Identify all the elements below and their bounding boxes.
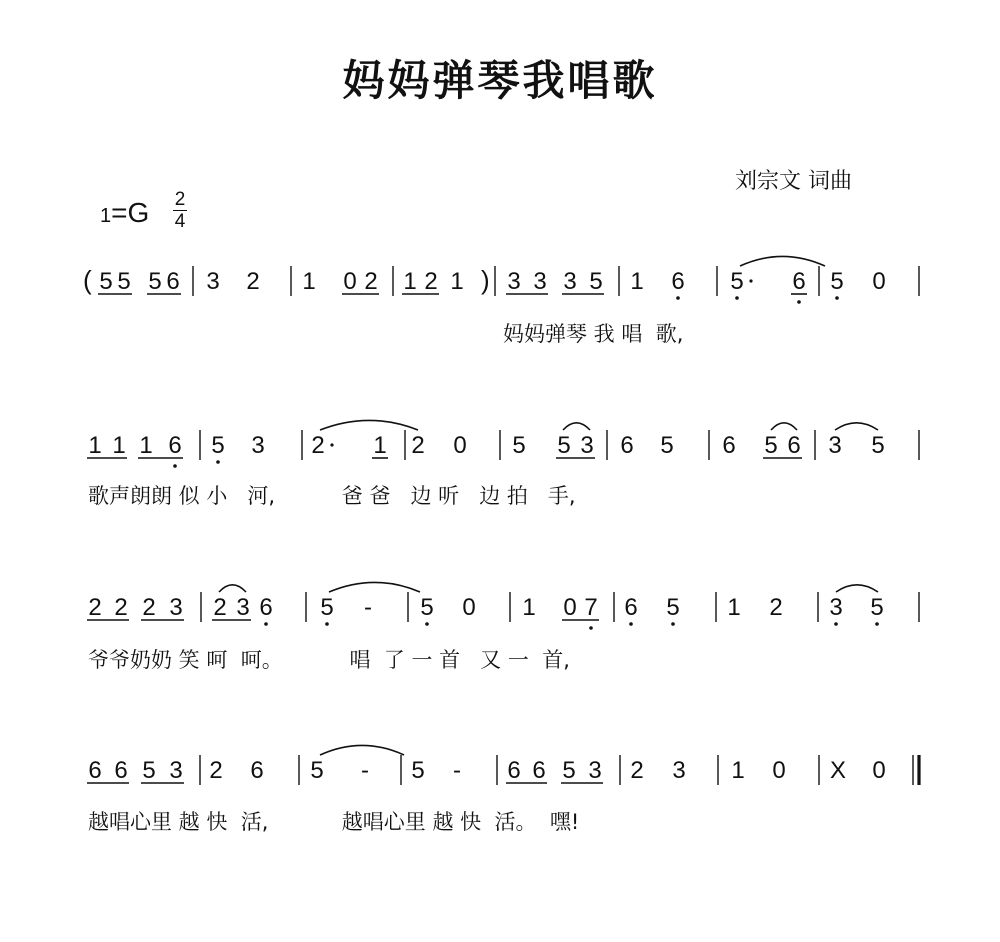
note: 6 — [624, 594, 638, 621]
intro-open-paren: ( — [83, 265, 92, 295]
note: 6 — [166, 268, 180, 295]
tie-slur — [219, 585, 246, 592]
note: 0 — [872, 757, 886, 784]
note: 3 — [828, 432, 842, 459]
time-signature-top: 2 — [174, 189, 186, 210]
note: 6 — [787, 432, 801, 459]
note: 1 — [112, 432, 126, 459]
lower-octave-dot — [835, 296, 839, 300]
lower-octave-dot — [834, 622, 838, 626]
tie-slur — [320, 745, 404, 755]
time-signature-bottom: 4 — [174, 211, 186, 232]
note: 5 — [562, 757, 576, 784]
intro-close-paren: ) — [481, 265, 490, 295]
note: 3 — [251, 432, 265, 459]
note: 3 — [829, 594, 843, 621]
lower-octave-dot — [173, 464, 177, 468]
note: 1 — [302, 268, 316, 295]
lyric-line: 越唱心里 越 快 活, 越唱心里 越 快 活。 嘿! — [88, 810, 580, 834]
song-title: 妈妈弹琴我唱歌 — [342, 56, 658, 105]
note: 1 — [731, 757, 745, 784]
note: 1 — [88, 432, 102, 459]
note: 0 — [872, 268, 886, 295]
note: 2 — [246, 268, 260, 295]
note: 5 — [870, 594, 884, 621]
lower-octave-dot — [797, 300, 801, 304]
tie-slur — [329, 582, 420, 592]
note: 3 — [169, 594, 183, 621]
lower-octave-dot — [629, 622, 633, 626]
lyric-line: 歌声朗朗 似 小 河, 爸 爸 边 听 边 拍 手, — [88, 484, 576, 508]
lyric-line: 妈妈弹琴 我 唱 歌, — [503, 322, 684, 346]
note: 5 — [764, 432, 778, 459]
key-name: =G — [111, 197, 150, 228]
note: 5 — [512, 432, 526, 459]
note: 3 — [672, 757, 686, 784]
note: 2 — [209, 757, 223, 784]
note: 2 — [630, 757, 644, 784]
note: 1 — [450, 268, 464, 295]
note: 5 — [730, 268, 744, 295]
note: X — [829, 757, 847, 784]
lower-octave-dot — [875, 622, 879, 626]
note: 5 — [666, 594, 680, 621]
note: 5 — [117, 268, 131, 295]
note: - — [361, 757, 369, 784]
note: 3 — [507, 268, 521, 295]
note: 6 — [114, 757, 128, 784]
lower-octave-dot — [264, 622, 268, 626]
note: 6 — [532, 757, 546, 784]
note: 1 — [373, 432, 387, 459]
lower-octave-dot — [671, 622, 675, 626]
note: 0 — [772, 757, 786, 784]
note: 6 — [250, 757, 264, 784]
note: 1 — [403, 268, 417, 295]
tie-slur — [740, 256, 825, 266]
note: 2 — [88, 594, 102, 621]
note: 6 — [259, 594, 273, 621]
note: 2 — [411, 432, 425, 459]
lower-octave-dot — [589, 626, 593, 630]
note: 5 — [589, 268, 603, 295]
note: 5 — [420, 594, 434, 621]
note: 7 — [584, 594, 598, 621]
note: 2 — [311, 432, 325, 459]
augmentation-dot — [330, 443, 333, 446]
note: 2 — [769, 594, 783, 621]
tie-slur — [320, 420, 418, 430]
lower-octave-dot — [425, 622, 429, 626]
note: 5 — [142, 757, 156, 784]
note: 5 — [148, 268, 162, 295]
tie-slur — [563, 423, 590, 430]
note: 1 — [522, 594, 536, 621]
tie-slur — [835, 423, 878, 430]
note: - — [364, 594, 372, 621]
note: 3 — [580, 432, 594, 459]
lyric-line: 爷爷奶奶 笑 呵 呵。 唱 了 一 首 又 一 首, — [88, 648, 570, 672]
tie-slur — [771, 423, 797, 430]
note: 6 — [671, 268, 685, 295]
tie-slur — [836, 585, 878, 592]
lower-octave-dot — [735, 296, 739, 300]
note: 3 — [206, 268, 220, 295]
note: 5 — [99, 268, 113, 295]
note: 2 — [114, 594, 128, 621]
note: 2 — [213, 594, 227, 621]
note: 5 — [211, 432, 225, 459]
lower-octave-dot — [216, 460, 220, 464]
note: 6 — [507, 757, 521, 784]
note: 5 — [310, 757, 324, 784]
note: 5 — [411, 757, 425, 784]
note: 3 — [236, 594, 250, 621]
augmentation-dot — [749, 279, 752, 282]
composer-credit: 刘宗文 词曲 — [735, 169, 852, 194]
note: 3 — [169, 757, 183, 784]
note: 6 — [168, 432, 182, 459]
note: 0 — [453, 432, 467, 459]
note: 3 — [533, 268, 547, 295]
note: - — [453, 757, 461, 784]
note: 3 — [563, 268, 577, 295]
lower-octave-dot — [325, 622, 329, 626]
note: 1 — [727, 594, 741, 621]
note: 0 — [343, 268, 357, 295]
note: 6 — [88, 757, 102, 784]
note: 5 — [830, 268, 844, 295]
note: 5 — [660, 432, 674, 459]
note: 1 — [630, 268, 644, 295]
note: 6 — [620, 432, 634, 459]
note: 5 — [871, 432, 885, 459]
note: 5 — [557, 432, 571, 459]
note: 0 — [462, 594, 476, 621]
note: 2 — [142, 594, 156, 621]
note: 0 — [563, 594, 577, 621]
note: 6 — [792, 268, 806, 295]
note: 6 — [722, 432, 736, 459]
lower-octave-dot — [676, 296, 680, 300]
note: 2 — [364, 268, 378, 295]
note: 3 — [588, 757, 602, 784]
key-tonic-number: 1 — [100, 205, 112, 227]
note: 1 — [139, 432, 153, 459]
note: 5 — [320, 594, 334, 621]
note: 2 — [424, 268, 438, 295]
